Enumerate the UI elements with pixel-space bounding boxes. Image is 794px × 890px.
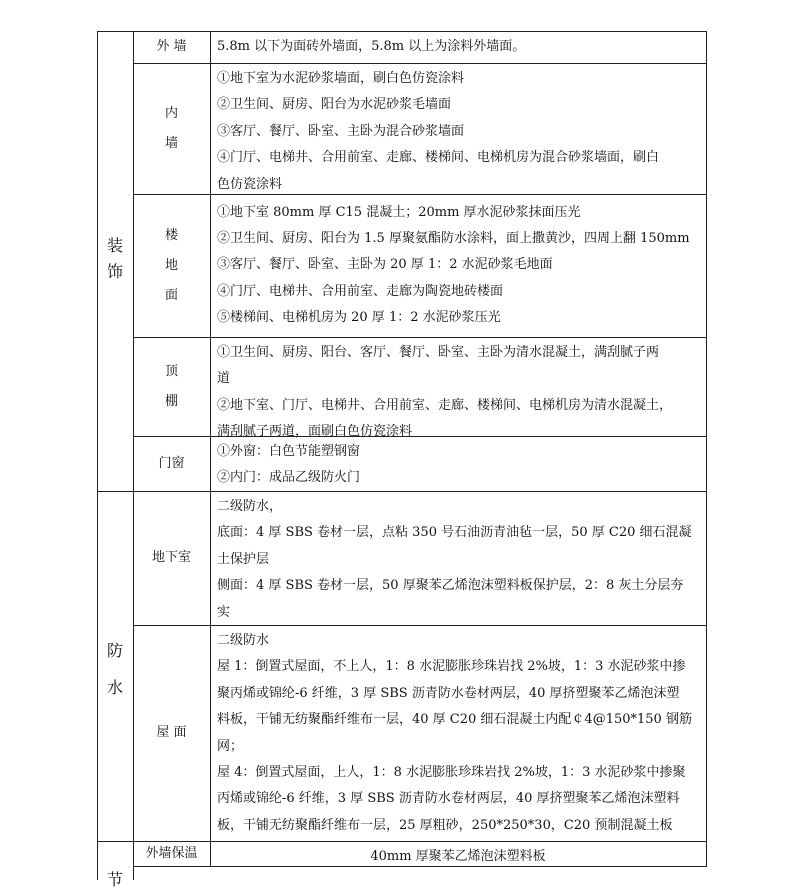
row-line: 网； bbox=[217, 738, 244, 754]
row-line: ③客厅、餐厅、卧室、主卧为 20 厚 1：2 水泥砂浆毛地面 bbox=[217, 257, 553, 273]
row-subcategory: 内 bbox=[164, 105, 178, 121]
row-subcategory: 棚 bbox=[164, 393, 178, 409]
row-line: 丙烯或锦纶-6 纤维，3 厚 SBS 沥青防水卷材两层，40 厚挤塑聚苯乙烯泡沫塑料 bbox=[217, 791, 680, 807]
row-subcategory: 地 bbox=[164, 257, 178, 273]
row-subcategory: 外 墙 bbox=[156, 39, 187, 54]
row-line: 满刮腻子两道，面刷白色仿瓷涂料 bbox=[217, 424, 413, 440]
row-line: 底面：4 厚 SBS 卷材一层，点粘 350 号石油沥青油毡一层，50 厚 C20 细石混凝 bbox=[217, 525, 692, 541]
row-line: 屋 4：倒置式屋面，上人，1：8 水泥膨胀珍珠岩找 2%坡，1：3 水泥砂浆中掺聚 bbox=[217, 765, 686, 780]
rule-right bbox=[706, 31, 707, 866]
row-subcategory: 墙 bbox=[164, 135, 178, 151]
row-line: 二级防水 bbox=[217, 633, 270, 648]
row-subcategory: 面 bbox=[164, 287, 178, 303]
row-subcategory: 楼 bbox=[164, 227, 178, 243]
row-subcategory: 屋 面 bbox=[156, 725, 187, 740]
row-line: ①地下室 80mm 厚 C15 混凝土；20mm 厚水泥砂浆抹面压光 bbox=[217, 204, 581, 220]
rule-row bbox=[133, 625, 707, 626]
row-subcategory: 顶 bbox=[164, 363, 178, 379]
row-line: 板，干铺无纺聚酯纤维布一层，25 厚粗砂，250*250*30，C20 预制混凝土板 bbox=[217, 817, 673, 833]
row-subcategory: 外墙保温 bbox=[145, 845, 198, 861]
row-line: 聚丙烯或锦纶-6 纤维，3 厚 SBS 沥青防水卷材两层，40 厚挤塑聚苯乙烯泡沫塑 bbox=[217, 685, 680, 701]
row-line: 实 bbox=[217, 604, 231, 620]
row-line: 料板，干铺无纺聚酯纤维布一层，40 厚 C20 细石混凝土内配￠4@150*150 钢筋 bbox=[217, 712, 692, 728]
row-line: 40mm 厚聚苯乙烯泡沫塑料板 bbox=[370, 849, 546, 864]
row-line: ③客厅、餐厅、卧室、主卧为混合砂浆墙面 bbox=[217, 123, 465, 139]
row-line: ①地下室为水泥砂浆墙面，刷白色仿瓷涂料 bbox=[217, 71, 465, 86]
row-subcategory: 门窗 bbox=[158, 455, 185, 471]
row-line: 屋 1：倒置式屋面，不上人，1：8 水泥膨胀珍珠岩找 2%坡，1：3 水泥砂浆中掺 bbox=[217, 659, 686, 675]
row-line: 二级防水， bbox=[217, 499, 283, 514]
rule-row bbox=[133, 63, 707, 64]
row-line: ④门厅、电梯井、合用前室、走廊、楼梯间、电梯机房为混合砂浆墙面，刷白 bbox=[217, 150, 660, 166]
row-line: 5.8m 以下为面砖外墙面，5.8m 以上为涂料外墙面。 bbox=[217, 39, 526, 54]
rule-section bbox=[97, 841, 707, 842]
category-label: 水 bbox=[106, 678, 123, 697]
row-subcategory: 地下室 bbox=[151, 550, 191, 565]
rule-row bbox=[133, 194, 707, 195]
row-line: ②内门：成品乙级防火门 bbox=[217, 470, 361, 486]
row-line: ①外窗：白色节能塑钢窗 bbox=[217, 444, 361, 459]
row-line: 道 bbox=[217, 371, 231, 387]
category-label: 节 bbox=[106, 870, 123, 889]
row-line: 色仿瓷涂料 bbox=[217, 176, 283, 192]
row-line: ②地下室、门厅、电梯井、合用前室、走廊、楼梯间、电梯机房为清水混凝土， bbox=[217, 397, 673, 413]
row-line: ②卫生间、厨房、阳台为 1.5 厚聚氨酯防水涂料，面上撒黄沙，四周上翻 150mm bbox=[217, 230, 690, 246]
rule-row bbox=[133, 337, 707, 338]
row-line: ②卫生间、厨房、阳台为水泥砂浆毛墙面 bbox=[217, 97, 452, 113]
row-line: ④门厅、电梯井、合用前室、走廊为陶瓷地砖楼面 bbox=[217, 283, 504, 299]
rule-bottom bbox=[133, 866, 707, 867]
rule-section bbox=[97, 491, 707, 492]
category-label: 防 bbox=[106, 641, 123, 660]
category-label: 饰 bbox=[106, 262, 123, 281]
row-line: 侧面：4 厚 SBS 卷材一层，50 厚聚苯乙烯泡沫塑料板保护层，2：8 灰土分层夯 bbox=[217, 578, 684, 594]
row-line: 土保护层 bbox=[217, 551, 270, 567]
rule-subcategory bbox=[210, 31, 211, 866]
category-label: 装 bbox=[106, 236, 123, 255]
rule-left bbox=[97, 31, 98, 880]
row-line: ⑤楼梯间、电梯机房为 20 厚 1：2 水泥砂浆压光 bbox=[217, 310, 501, 326]
rule-section bbox=[97, 31, 707, 32]
row-line: ①卫生间、厨房、阳台、客厅、餐厅、卧室、主卧为清水混凝土，满刮腻子两 bbox=[217, 345, 660, 360]
